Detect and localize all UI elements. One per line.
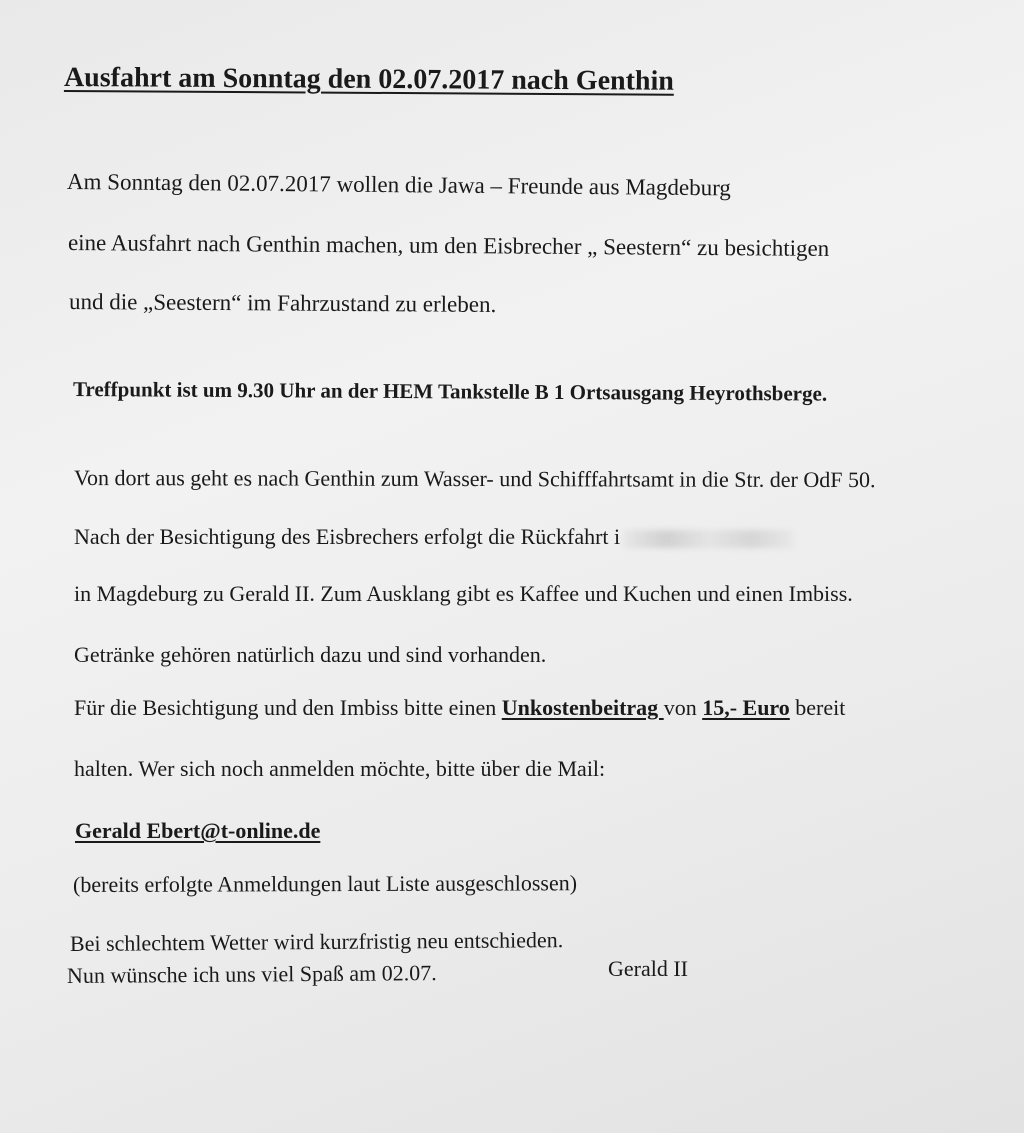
- intro-line-3: und die „Seestern“ im Fahrzustand zu erleben.: [68, 289, 497, 317]
- body-line-5: [74, 697, 845, 719]
- intro-line-1: Am Sonntag den 02.07.2017 wollen die Jawa – Freunde aus Magdeburg: [66, 169, 732, 201]
- body-line-1: Von dort aus geht es nach Genthin zum Wasser- und Schifffahrtsamt in die Str. der OdF 50.: [73, 465, 876, 493]
- meeting-point: Treffpunkt ist um 9.30 Uhr an der HEM Tankstelle B 1 Ortsausgang Heyrothsberge.: [72, 377, 828, 406]
- body-line-3: in Magdeburg zu Gerald II. Zum Ausklang gibt es Kaffee und Kuchen und einen Imbiss.: [74, 581, 853, 606]
- weather-note: Bei schlechtem Wetter wird kurzfristig neu entschieden.: [69, 927, 564, 956]
- body-line-5-pre: Für die Besichtigung und den Imbiss bitte einen: [74, 695, 502, 720]
- body-line-5-mid: von: [663, 695, 703, 720]
- body-line-5-post: bereit: [789, 695, 846, 720]
- closing-wish: Nun wünsche ich uns viel Spaß am 02.07.: [66, 960, 437, 988]
- redacted-area: [624, 530, 794, 548]
- registration-note: (bereits erfolgte Anmeldungen laut Liste ausgeschlossen): [72, 870, 578, 897]
- document-title: Ausfahrt am Sonntag den 02.07.2017 nach Genthin: [63, 62, 674, 97]
- contact-email[interactable]: Gerald Ebert@t-online.de: [75, 818, 321, 843]
- signature: Gerald II: [608, 956, 689, 981]
- body-line-2: [74, 526, 794, 548]
- body-line-6: halten. Wer sich noch anmelden möchte, bitte über die Mail:: [74, 756, 606, 781]
- intro-line-2: eine Ausfahrt nach Genthin machen, um den Eisbrecher „ Seestern“ zu besichtigen: [67, 230, 830, 261]
- body-line-2-text: Nach der Besichtigung des Eisbrechers erfolgt die Rückfahrt i: [74, 524, 621, 549]
- fee-label: Unkostenbeitrag: [501, 695, 664, 720]
- fee-amount: 15,- Euro: [702, 695, 790, 720]
- body-line-4: Getränke gehören natürlich dazu und sind vorhanden.: [74, 642, 547, 667]
